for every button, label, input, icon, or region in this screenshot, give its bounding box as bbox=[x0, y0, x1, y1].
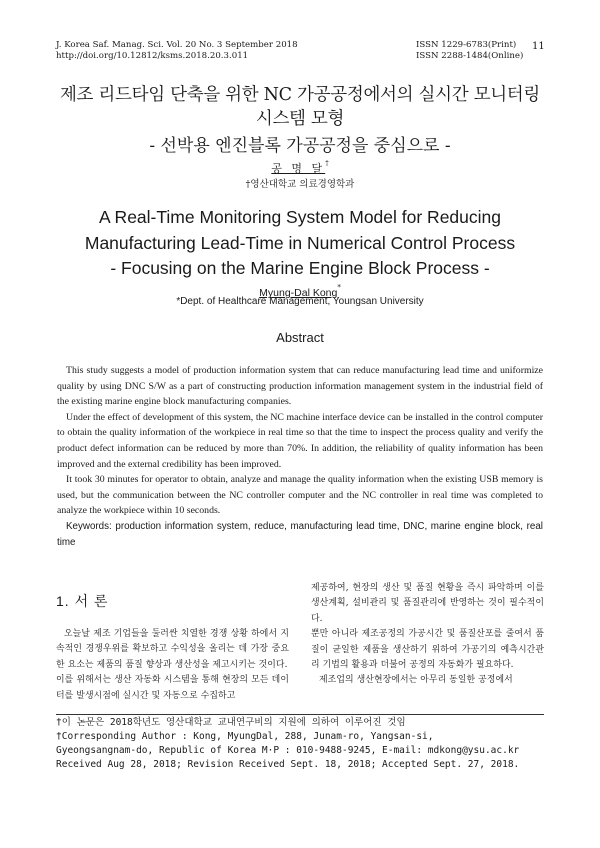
footnotes bbox=[56, 716, 546, 772]
right-paragraph-2: 뿐만 아니라 제조공정의 가공시간 및 품질산포를 줄여서 품질이 균일한 제품을 생산하기 위하여 가공기의 예측시간관리 기법의 활용과 더불어 공정의 자동화가 필요하다. bbox=[311, 629, 544, 671]
korean-affiliation: †영산대학교 의료경영학과 bbox=[245, 179, 355, 190]
issn-block bbox=[416, 40, 523, 62]
corresponding-author-line1: †Corresponding Author : Kong, MyungDal, 288, Junam-ro, Yangsan-si, bbox=[56, 731, 434, 742]
corresponding-author-line2: Gyeongsangnam-do, Republic of Korea M·P : 010-9488-9245, E-mail: mdkong@ysu.ac.kr bbox=[56, 745, 520, 756]
keywords-text: : production information system, reduce, manufacturing lead time, DNC, marine engine block, real time bbox=[57, 520, 543, 548]
received-dates: Received Aug 28, 2018; Revision Received Sept. 18, 2018; Accepted Sept. 27, 2018. bbox=[56, 759, 520, 770]
korean-title-line1: 제조 리드타임 단축을 위한 NC 가공공정에서의 실시간 모니터링 bbox=[59, 85, 541, 105]
doi-link[interactable]: http://doi.org/10.12812/ksms.2018.20.3.011 bbox=[56, 51, 249, 61]
left-paragraph-1: 오늘날 제조 기업들을 둘러싼 치열한 경쟁 상황 하에서 지속적인 경쟁우위를 확보하고 수익성을 올리는 데 가장 중요한 요소는 제품의 품질 향상과 생산성을 제고시키는 것이다. bbox=[56, 629, 289, 670]
english-author-mark: * bbox=[337, 283, 341, 292]
abstract-body bbox=[57, 363, 543, 550]
abstract-paragraph-2: Under the effect of development of this system, the NC machine interface device can be installed in the control computer to obtain the quality information of the workpiece in real time so that the time to inspect the process quality and verify the product defect information can be reduced by more than 70%. In addition, the reliability of quality information has been improved and the external credibility has been improved. bbox=[57, 411, 543, 470]
keywords-label: Keywords bbox=[66, 520, 110, 532]
page-number: 11 bbox=[532, 41, 545, 52]
abstract-heading: Abstract bbox=[276, 330, 324, 345]
english-title-line1: A Real-Time Monitoring System Model for Reducing bbox=[98, 207, 501, 227]
left-paragraph-2: 이를 위해서는 생산 자동화 시스템을 통해 현장의 모든 데이터를 발생시점에 실시간 및 자동으로 수집하고 bbox=[56, 675, 289, 701]
english-title-line3: - Focusing on the Marine Engine Block Process - bbox=[110, 258, 490, 278]
funding-note: †이 논문은 2018학년도 영산대학교 교내연구비의 지원에 의하여 이루어진 것임 bbox=[56, 717, 406, 728]
korean-author-mark: † bbox=[325, 159, 329, 168]
korean-title-line2: 시스템 모형 bbox=[255, 109, 345, 129]
korean-author: 공 명 달 bbox=[271, 162, 326, 175]
journal-header bbox=[56, 40, 298, 62]
english-author: Myung-Dal Kong bbox=[259, 287, 338, 299]
journal-citation: J. Korea Saf. Manag. Sci. Vol. 20 No. 3 September 2018 bbox=[56, 40, 298, 50]
korean-author-line bbox=[0, 157, 600, 176]
abstract-paragraph-3: It took 30 minutes for operator to obtain, analyze and manage the quality information when the existing USB memory is used, but the communication between the NC controller computer and the NC controller in real time was completed to analyze the workpiece within 10 seconds. bbox=[57, 474, 543, 517]
footnote-divider bbox=[56, 714, 544, 715]
issn-online: ISSN 2288-1484(Online) bbox=[416, 51, 524, 61]
right-paragraph-1: 제공하여, 현장의 생산 및 품질 현황을 즉시 파악하며 이를 생산계획, 설비관리 및 품질관리에 반영하는 것이 필수적이다. bbox=[311, 583, 544, 624]
korean-subtitle: - 선박용 엔진블록 가공공정을 중심으로 - bbox=[149, 136, 451, 156]
right-paragraph-3: 제조업의 생산현장에서는 아무리 동일한 공정에서 bbox=[319, 675, 513, 686]
issn-print: ISSN 1229-6783(Print) bbox=[416, 40, 517, 50]
english-title-line2: Manufacturing Lead-Time in Numerical Control Process bbox=[84, 233, 516, 253]
abstract-paragraph-1: This study suggests a model of production information system that can reduce manufacturing lead time and uniformize quality by using DNC S/W as a part of constructing production information management system in the industrial field of the existing marine engine block manufacturing companies. bbox=[57, 365, 543, 408]
left-column bbox=[56, 627, 289, 704]
english-affiliation: *Dept. of Healthcare Management, Youngsan University bbox=[176, 296, 424, 307]
section-heading: 1. 서 론 bbox=[56, 593, 109, 609]
keywords-line bbox=[57, 519, 543, 550]
right-column bbox=[311, 581, 544, 689]
